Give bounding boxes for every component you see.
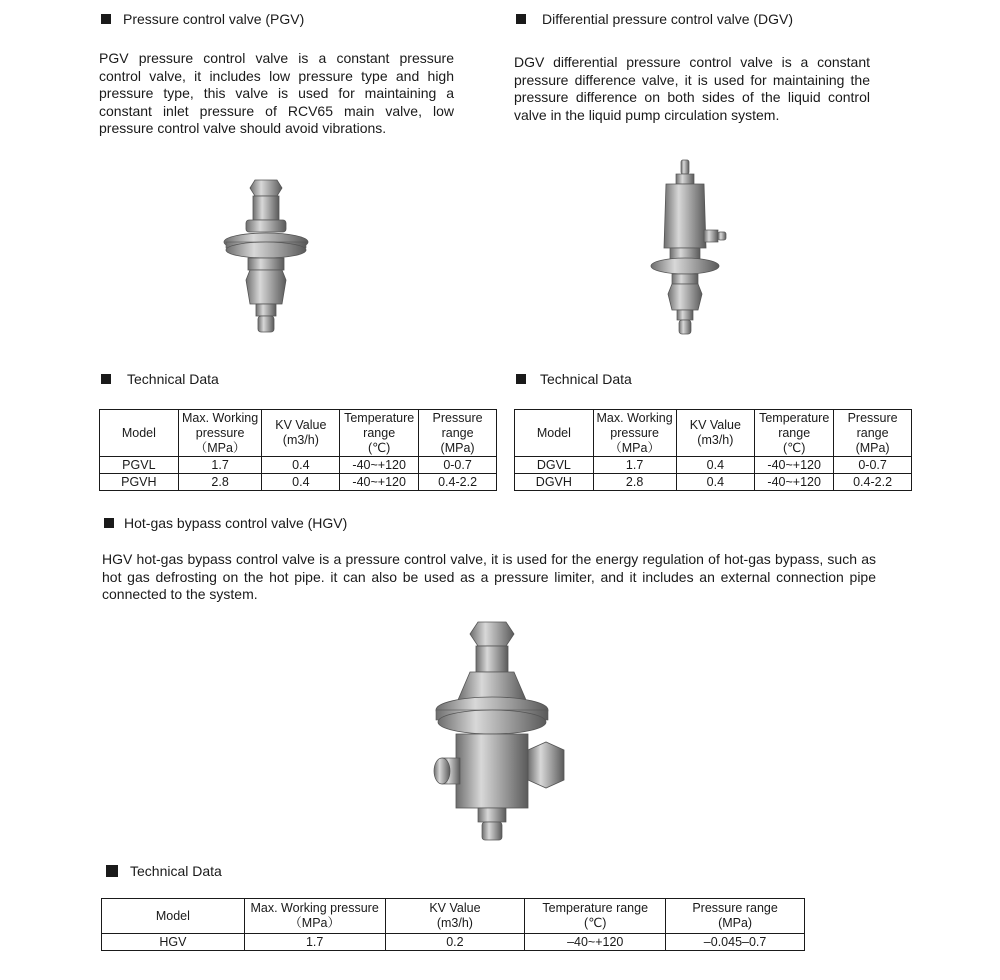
table-cell: 0-0.7 xyxy=(419,457,497,474)
hgv-tech-heading xyxy=(106,863,222,879)
pgv-tech-heading-text: Technical Data xyxy=(127,371,219,387)
table-cell: –0.045–0.7 xyxy=(666,934,805,951)
bullet-square-icon xyxy=(101,14,111,24)
dgv-description: DGV differential pressure control valve is a constant pressure difference valve, it is used for maintaining the pressure difference on both sides of the liquid control valve in the liquid pump circulation system. xyxy=(514,54,870,123)
table-cell: 1.7 xyxy=(244,934,385,951)
table-header-cell: Model xyxy=(515,410,594,457)
table-header-cell: Pressure range (MPa) xyxy=(834,410,912,457)
dgv-heading xyxy=(516,11,793,27)
hgv-valve-image xyxy=(430,618,570,844)
table-cell: 0-0.7 xyxy=(834,457,912,474)
table-header-cell: KV Value (m3/h) xyxy=(676,410,755,457)
table-cell: –40~+120 xyxy=(525,934,666,951)
bullet-square-icon xyxy=(516,374,526,384)
pgv-heading xyxy=(101,11,304,27)
dgv-heading-text: Differential pressure control valve (DGV) xyxy=(542,11,794,27)
pgv-description: PGV pressure control valve is a constant pressure control valve, it includes low pressure type and high pressure type, this valve is used for maintaining a constant inlet pressure of RCV65 main valve, low pressure control valve should avoid vibrations. xyxy=(99,50,454,136)
table-cell: 0.4 xyxy=(262,457,340,474)
table-cell: -40~+120 xyxy=(340,474,419,491)
table-header-cell: Model xyxy=(102,899,245,934)
pgv-valve-image xyxy=(222,176,314,336)
table-header-cell: Pressure range (MPa) xyxy=(666,899,805,934)
bullet-square-icon xyxy=(516,14,526,24)
table-header-row xyxy=(100,410,497,457)
table-cell: -40~+120 xyxy=(755,457,834,474)
dgv-tech-table xyxy=(514,409,912,491)
table-row xyxy=(102,934,805,951)
pgv-tech-heading xyxy=(101,371,219,387)
hgv-heading-text: Hot-gas bypass control valve (HGV) xyxy=(124,515,348,531)
table-cell: 0.4-2.2 xyxy=(419,474,497,491)
table-cell: 0.4 xyxy=(262,474,340,491)
table-cell: PGVL xyxy=(100,457,179,474)
table-header-cell: Max. Working pressure （MPa） xyxy=(593,410,676,457)
table-cell: 0.4-2.2 xyxy=(834,474,912,491)
table-row xyxy=(100,457,497,474)
table-header-cell: Pressure range (MPa) xyxy=(419,410,497,457)
table-header-cell: Max. Working pressure （MPa） xyxy=(244,899,385,934)
bullet-square-icon xyxy=(104,518,114,528)
table-row xyxy=(515,474,912,491)
table-header-cell: Temperature range (℃) xyxy=(525,899,666,934)
table-cell: 0.4 xyxy=(676,457,755,474)
table-row xyxy=(100,474,497,491)
table-header-row xyxy=(515,410,912,457)
table-cell: 0.2 xyxy=(385,934,525,951)
table-cell: 2.8 xyxy=(593,474,676,491)
table-header-cell: Temperature range (℃) xyxy=(755,410,834,457)
table-header-cell: Temperature range (℃) xyxy=(340,410,419,457)
table-header-cell: KV Value (m3/h) xyxy=(385,899,525,934)
table-header-cell: Max. Working pressure （MPa） xyxy=(178,410,262,457)
hgv-tech-table xyxy=(101,898,805,951)
table-row xyxy=(515,457,912,474)
hgv-description: HGV hot-gas bypass control valve is a pressure control valve, it is used for the energy regulation of hot-gas bypass, such as hot gas defrosting on the hot pipe. it can also be used as a pressure limiter, and it includes an external connection pipe connected to the system. xyxy=(102,551,876,602)
pgv-tech-table xyxy=(99,409,497,491)
table-cell: 1.7 xyxy=(178,457,262,474)
bullet-square-icon xyxy=(106,865,118,877)
dgv-tech-heading xyxy=(516,371,632,387)
pgv-heading-text: Pressure control valve (PGV) xyxy=(123,11,305,27)
hgv-tech-heading-text: Technical Data xyxy=(130,863,222,879)
table-cell: 2.8 xyxy=(178,474,262,491)
table-cell: -40~+120 xyxy=(755,474,834,491)
table-header-cell: KV Value (m3/h) xyxy=(262,410,340,457)
table-cell: HGV xyxy=(102,934,245,951)
table-cell: -40~+120 xyxy=(340,457,419,474)
dgv-valve-image xyxy=(648,158,730,336)
table-cell: 0.4 xyxy=(676,474,755,491)
table-cell: PGVH xyxy=(100,474,179,491)
bullet-square-icon xyxy=(101,374,111,384)
table-cell: DGVH xyxy=(515,474,594,491)
table-header-cell: Model xyxy=(100,410,179,457)
table-header-row xyxy=(102,899,805,934)
dgv-tech-heading-text: Technical Data xyxy=(540,371,632,387)
table-cell: 1.7 xyxy=(593,457,676,474)
hgv-heading xyxy=(104,515,347,531)
table-cell: DGVL xyxy=(515,457,594,474)
